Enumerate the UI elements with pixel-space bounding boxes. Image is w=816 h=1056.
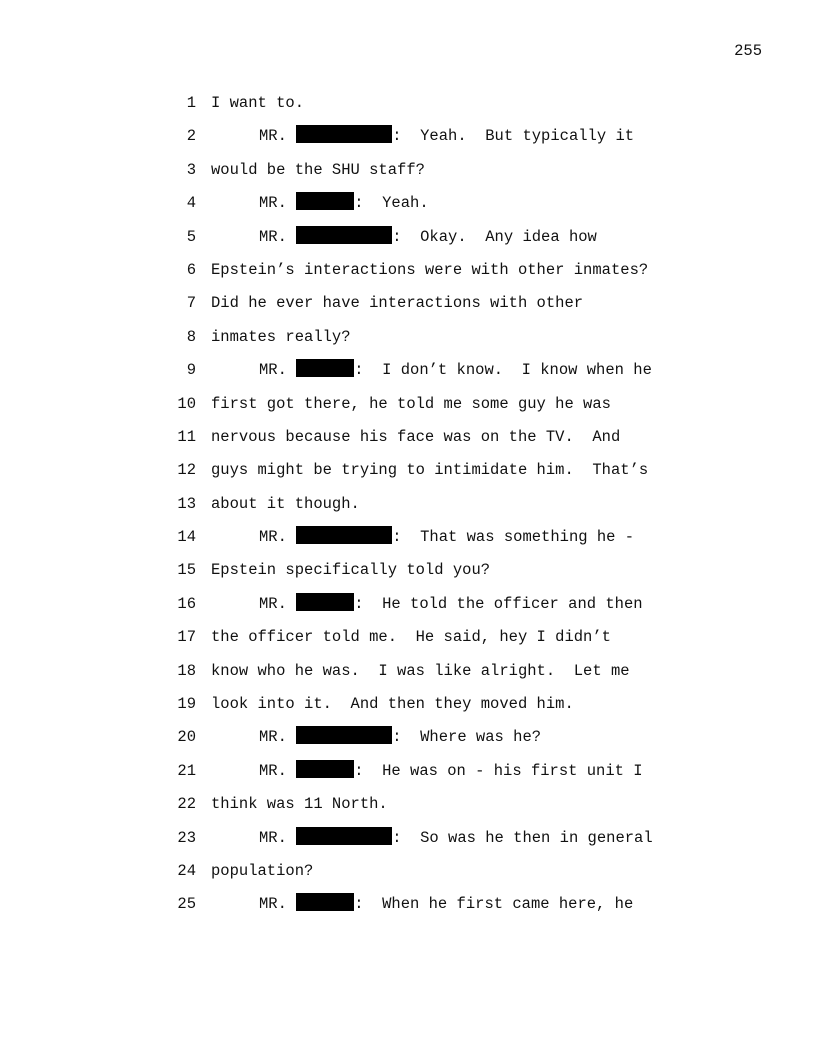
line-number: 8 [186,327,196,346]
line-number: 23 [177,828,196,847]
transcript-line [0,354,816,387]
line-text: inmates really? [211,327,351,346]
transcript-line [0,454,816,487]
transcript-line [0,187,816,220]
line-number: 17 [177,628,196,647]
line-number: 21 [177,761,196,780]
speaker-title: MR. [259,895,297,914]
spoken-text: : I don’t know. I know when he [354,361,652,380]
spoken-text: : That was something he - [392,528,635,547]
line-text: about it though. [211,494,360,513]
speaker-title: MR. [259,728,297,747]
spoken-text: : He told the officer and then [354,594,643,613]
redaction-box [296,226,392,244]
speaker-line [259,187,429,220]
speaker-title: MR. [259,528,297,547]
spoken-text: : He was on - his first unit I [354,761,643,780]
transcript-line [0,221,816,254]
transcript-line [0,154,816,187]
transcript-line [0,721,816,754]
line-text: would be the SHU staff? [211,160,425,179]
line-number: 4 [186,194,196,213]
redaction-box [296,893,354,911]
transcript-line [0,321,816,354]
transcript-line [0,688,816,721]
line-number: 15 [177,561,196,580]
line-number: 25 [177,895,196,914]
line-number: 19 [177,695,196,714]
redaction-box [296,526,392,544]
line-number: 2 [186,127,196,146]
transcript-line [0,888,816,921]
speaker-line [259,755,643,788]
transcript-line [0,554,816,587]
line-number: 9 [186,361,196,380]
speaker-line [259,588,643,621]
transcript-line [0,254,816,287]
line-text: guys might be trying to intimidate him. That’s [211,461,649,480]
speaker-line [259,354,652,387]
spoken-text: : Yeah. [354,194,429,213]
transcript-line [0,788,816,821]
redaction-box [296,192,354,210]
redaction-box [296,827,392,845]
line-text: Epstein’s interactions were with other inmates? [211,260,649,279]
transcript-line [0,521,816,554]
redaction-box [296,359,354,377]
speaker-line [259,721,541,754]
spoken-text: : Yeah. But typically it [392,127,635,146]
speaker-line [259,221,597,254]
transcript-line [0,87,816,120]
line-number: 16 [177,594,196,613]
line-number: 20 [177,728,196,747]
line-text: Epstein specifically told you? [211,561,491,580]
spoken-text: : Where was he? [392,728,542,747]
speaker-line [259,888,633,921]
line-text: Did he ever have interactions with other [211,294,584,313]
line-text: nervous because his face was on the TV. And [211,427,621,446]
line-text: think was 11 North. [211,795,388,814]
speaker-title: MR. [259,828,297,847]
transcript-line [0,421,816,454]
spoken-text: : When he first came here, he [354,895,634,914]
line-number: 18 [177,661,196,680]
speaker-line [259,822,653,855]
line-number: 1 [186,94,196,112]
line-number: 24 [177,861,196,880]
line-number: 6 [186,260,196,279]
transcript-line [0,488,816,521]
speaker-title: MR. [259,227,297,246]
line-text: the officer told me. He said, hey I didn’t [211,628,611,647]
transcript-body [0,87,816,922]
line-number: 13 [177,494,196,513]
transcript-line [0,388,816,421]
transcript-line [0,755,816,788]
line-number: 7 [186,294,196,313]
transcript-line [0,588,816,621]
line-number: 3 [186,160,196,179]
speaker-title: MR. [259,361,297,380]
line-number: 22 [177,795,196,814]
transcript-line [0,120,816,153]
line-number: 14 [177,528,196,547]
transcript-line [0,287,816,320]
redaction-box [296,726,392,744]
speaker-title: MR. [259,127,297,146]
speaker-line [259,120,634,153]
redaction-box [296,593,354,611]
transcript-line [0,621,816,654]
speaker-title: MR. [259,594,297,613]
speaker-line [259,521,634,554]
line-text: know who he was. I was like alright. Let me [211,661,630,680]
line-number: 5 [186,227,196,246]
speaker-title: MR. [259,761,297,780]
line-number: 12 [177,461,196,480]
spoken-text: : Okay. Any idea how [392,227,597,246]
line-text: first got there, he told me some guy he was [211,394,611,413]
spoken-text: : So was he then in general [392,828,653,847]
line-number: 11 [177,427,196,446]
redaction-box [296,760,354,778]
transcript-line [0,655,816,688]
speaker-title: MR. [259,194,297,213]
line-text: I want to. [211,94,305,112]
line-number: 10 [177,394,196,413]
line-text: population? [211,861,314,880]
transcript-line [0,822,816,855]
transcript-line [0,855,816,888]
line-text: look into it. And then they moved him. [211,695,574,714]
page-number: 255 [734,42,762,60]
redaction-box [296,125,392,143]
